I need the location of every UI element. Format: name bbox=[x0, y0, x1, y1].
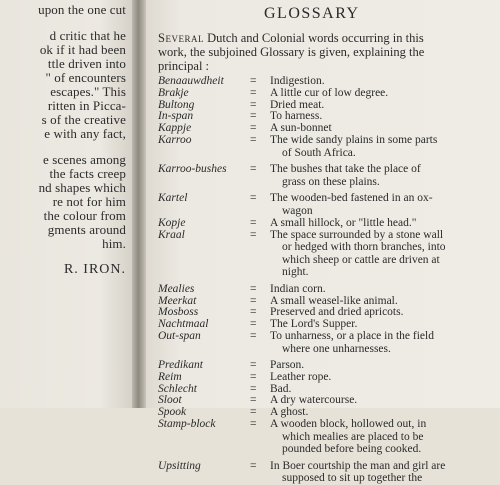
definition-line: A small weasel-like animal. bbox=[270, 294, 398, 307]
left-text-line: upon the one cut bbox=[38, 2, 126, 17]
glossary-definition bbox=[270, 122, 488, 135]
equals-sign: = bbox=[250, 406, 257, 419]
glossary-definition bbox=[270, 283, 488, 296]
glossary-definition bbox=[270, 229, 488, 279]
definition-line: Parson. bbox=[270, 359, 305, 371]
glossary-term: Spook bbox=[158, 406, 187, 419]
left-text-line: the facts creep bbox=[49, 166, 126, 181]
equals-sign: = bbox=[250, 459, 257, 472]
definition-line: of South Africa. bbox=[282, 146, 356, 159]
glossary-term: Karroo bbox=[158, 134, 192, 146]
definition-line: Dried meat. bbox=[270, 98, 325, 111]
equals-sign: = bbox=[250, 382, 257, 395]
equals-sign: = bbox=[250, 306, 257, 319]
glossary-term: Sloot bbox=[158, 394, 182, 407]
definition-line: In Boer courtship the man and girl are bbox=[270, 459, 446, 472]
definition-line: A dry watercourse. bbox=[270, 394, 358, 407]
glossary-term: Bultong bbox=[158, 98, 195, 111]
glossary-term: In-span bbox=[158, 110, 194, 123]
equals-sign: = bbox=[250, 122, 257, 135]
left-text-line: ok if it had been bbox=[39, 42, 126, 57]
equals-sign: = bbox=[250, 394, 257, 407]
glossary-definition bbox=[270, 371, 488, 384]
glossary-term: Nachtmaal bbox=[158, 318, 209, 331]
definition-line: which mealies are placed to be bbox=[282, 430, 424, 443]
glossary-term: Brakje bbox=[158, 86, 189, 99]
equals-sign: = bbox=[250, 217, 257, 229]
glossary-definition bbox=[270, 99, 488, 112]
glossary-definition bbox=[270, 163, 488, 188]
definition-line: The space surrounded by a stone wall bbox=[270, 228, 444, 241]
left-text-line: him. bbox=[102, 236, 126, 251]
glossary-definition bbox=[270, 134, 488, 159]
equals-sign: = bbox=[250, 359, 257, 371]
glossary-intro bbox=[158, 31, 468, 73]
definition-line: grass on these plains. bbox=[282, 175, 380, 188]
equals-sign: = bbox=[250, 110, 257, 123]
glossary-term: Mosboss bbox=[158, 306, 199, 319]
glossary-term: Mealies bbox=[158, 282, 195, 295]
left-text-line: re not for him bbox=[52, 194, 126, 209]
definition-line: A wooden block, hollowed out, in bbox=[270, 418, 427, 430]
left-text-line: e scenes among bbox=[43, 152, 126, 167]
definition-line: supposed to sit up together the bbox=[282, 472, 423, 484]
glossary-definition bbox=[270, 460, 488, 485]
definition-line: Preserved and dried apricots. bbox=[270, 306, 404, 319]
equals-sign: = bbox=[250, 418, 257, 430]
definition-line: A small hillock, or "little head." bbox=[270, 217, 417, 229]
intro-line-2: work, the subjoined Glossary is given, explaining the bbox=[158, 45, 425, 59]
glossary-term: Out-span bbox=[158, 330, 201, 342]
left-text-line: nd shapes which bbox=[38, 180, 126, 195]
equals-sign: = bbox=[250, 330, 257, 342]
definition-line: where one unharnesses. bbox=[282, 342, 391, 355]
glossary-definition bbox=[270, 295, 488, 308]
equals-sign: = bbox=[250, 228, 257, 241]
left-text-line: " of encounters bbox=[45, 70, 126, 85]
glossary-definition bbox=[270, 306, 488, 319]
glossary-definition bbox=[270, 418, 488, 456]
equals-sign: = bbox=[250, 163, 257, 175]
definition-line: A little cur of low degree. bbox=[270, 86, 389, 99]
left-text-line: the colour from bbox=[43, 208, 126, 223]
equals-sign: = bbox=[250, 134, 257, 146]
glossary-definition bbox=[270, 383, 488, 396]
glossary-definition bbox=[270, 192, 488, 217]
definition-line: To unharness, or a place in the field bbox=[270, 330, 434, 342]
equals-sign: = bbox=[250, 294, 257, 307]
left-text-line: s of the creative bbox=[41, 112, 126, 127]
definition-line: Indian corn. bbox=[270, 282, 326, 295]
glossary-term: Benaauwdheit bbox=[158, 75, 224, 87]
glossary-term: Kappje bbox=[158, 122, 192, 135]
left-text-line: d critic that he bbox=[49, 28, 126, 43]
equals-sign: = bbox=[250, 75, 257, 87]
definition-line: night. bbox=[282, 266, 309, 279]
left-text-line: e with any fact, bbox=[44, 126, 126, 141]
glossary-term: Reim bbox=[158, 370, 182, 383]
left-text-line: gments around bbox=[47, 222, 126, 237]
left-text-line: ritten in Picca- bbox=[47, 98, 126, 113]
definition-line: The wide sandy plains in some parts bbox=[270, 134, 438, 146]
equals-sign: = bbox=[250, 86, 257, 99]
equals-sign: = bbox=[250, 98, 257, 111]
glossary-definition bbox=[270, 406, 488, 419]
glossary-definition bbox=[270, 330, 488, 355]
equals-sign: = bbox=[250, 282, 257, 295]
glossary-term: Upsitting bbox=[158, 459, 201, 472]
glossary-term: Meerkat bbox=[158, 294, 197, 307]
glossary-definition bbox=[270, 75, 488, 88]
definition-line: pounded before being cooked. bbox=[282, 443, 422, 455]
definition-line: Leather rope. bbox=[270, 370, 332, 383]
definition-line: wagon bbox=[282, 204, 313, 217]
intro-line-1: Dutch and Colonial words occurring in this bbox=[207, 31, 424, 45]
glossary-term: Kraal bbox=[158, 228, 185, 241]
glossary-term: Predikant bbox=[158, 359, 203, 371]
definition-line: or hedged with thorn branches, into bbox=[282, 241, 446, 254]
glossary-term: Kopje bbox=[158, 217, 186, 229]
glossary-definition bbox=[270, 394, 488, 407]
definition-line: The Lord's Supper. bbox=[270, 318, 358, 331]
equals-sign: = bbox=[250, 370, 257, 383]
glossary-definition bbox=[270, 359, 488, 372]
definition-line: Bad. bbox=[270, 382, 292, 395]
left-text-line: ttle driven into bbox=[47, 56, 126, 71]
definition-line: which sheep or cattle are driven at bbox=[282, 253, 440, 266]
definition-line: A ghost. bbox=[270, 406, 309, 419]
author-signature: R. IRON. bbox=[63, 262, 126, 277]
definition-line: To harness. bbox=[270, 110, 323, 123]
definition-line: The bushes that take the place of bbox=[270, 163, 421, 175]
intro-first-word: Several bbox=[158, 31, 204, 45]
glossary-definition bbox=[270, 87, 488, 100]
right-page bbox=[146, 0, 500, 484]
equals-sign: = bbox=[250, 192, 257, 204]
glossary-term: Stamp-block bbox=[158, 418, 216, 430]
glossary-definition bbox=[270, 110, 488, 123]
glossary-definition bbox=[270, 318, 488, 331]
glossary-definition bbox=[270, 217, 488, 230]
definition-line: The wooden-bed fastened in an ox- bbox=[270, 192, 433, 204]
left-page bbox=[0, 0, 142, 408]
equals-sign: = bbox=[250, 318, 257, 331]
glossary-term: Schlecht bbox=[158, 382, 197, 395]
glossary-term: Kartel bbox=[158, 192, 188, 204]
glossary-term: Karroo-bushes bbox=[158, 163, 227, 175]
intro-line-3: principal : bbox=[158, 59, 210, 73]
definition-line: A sun-bonnet bbox=[270, 122, 332, 135]
left-text-line: escapes." This bbox=[50, 84, 126, 99]
page-title: GLOSSARY bbox=[264, 5, 360, 22]
definition-line: Indigestion. bbox=[270, 75, 325, 87]
